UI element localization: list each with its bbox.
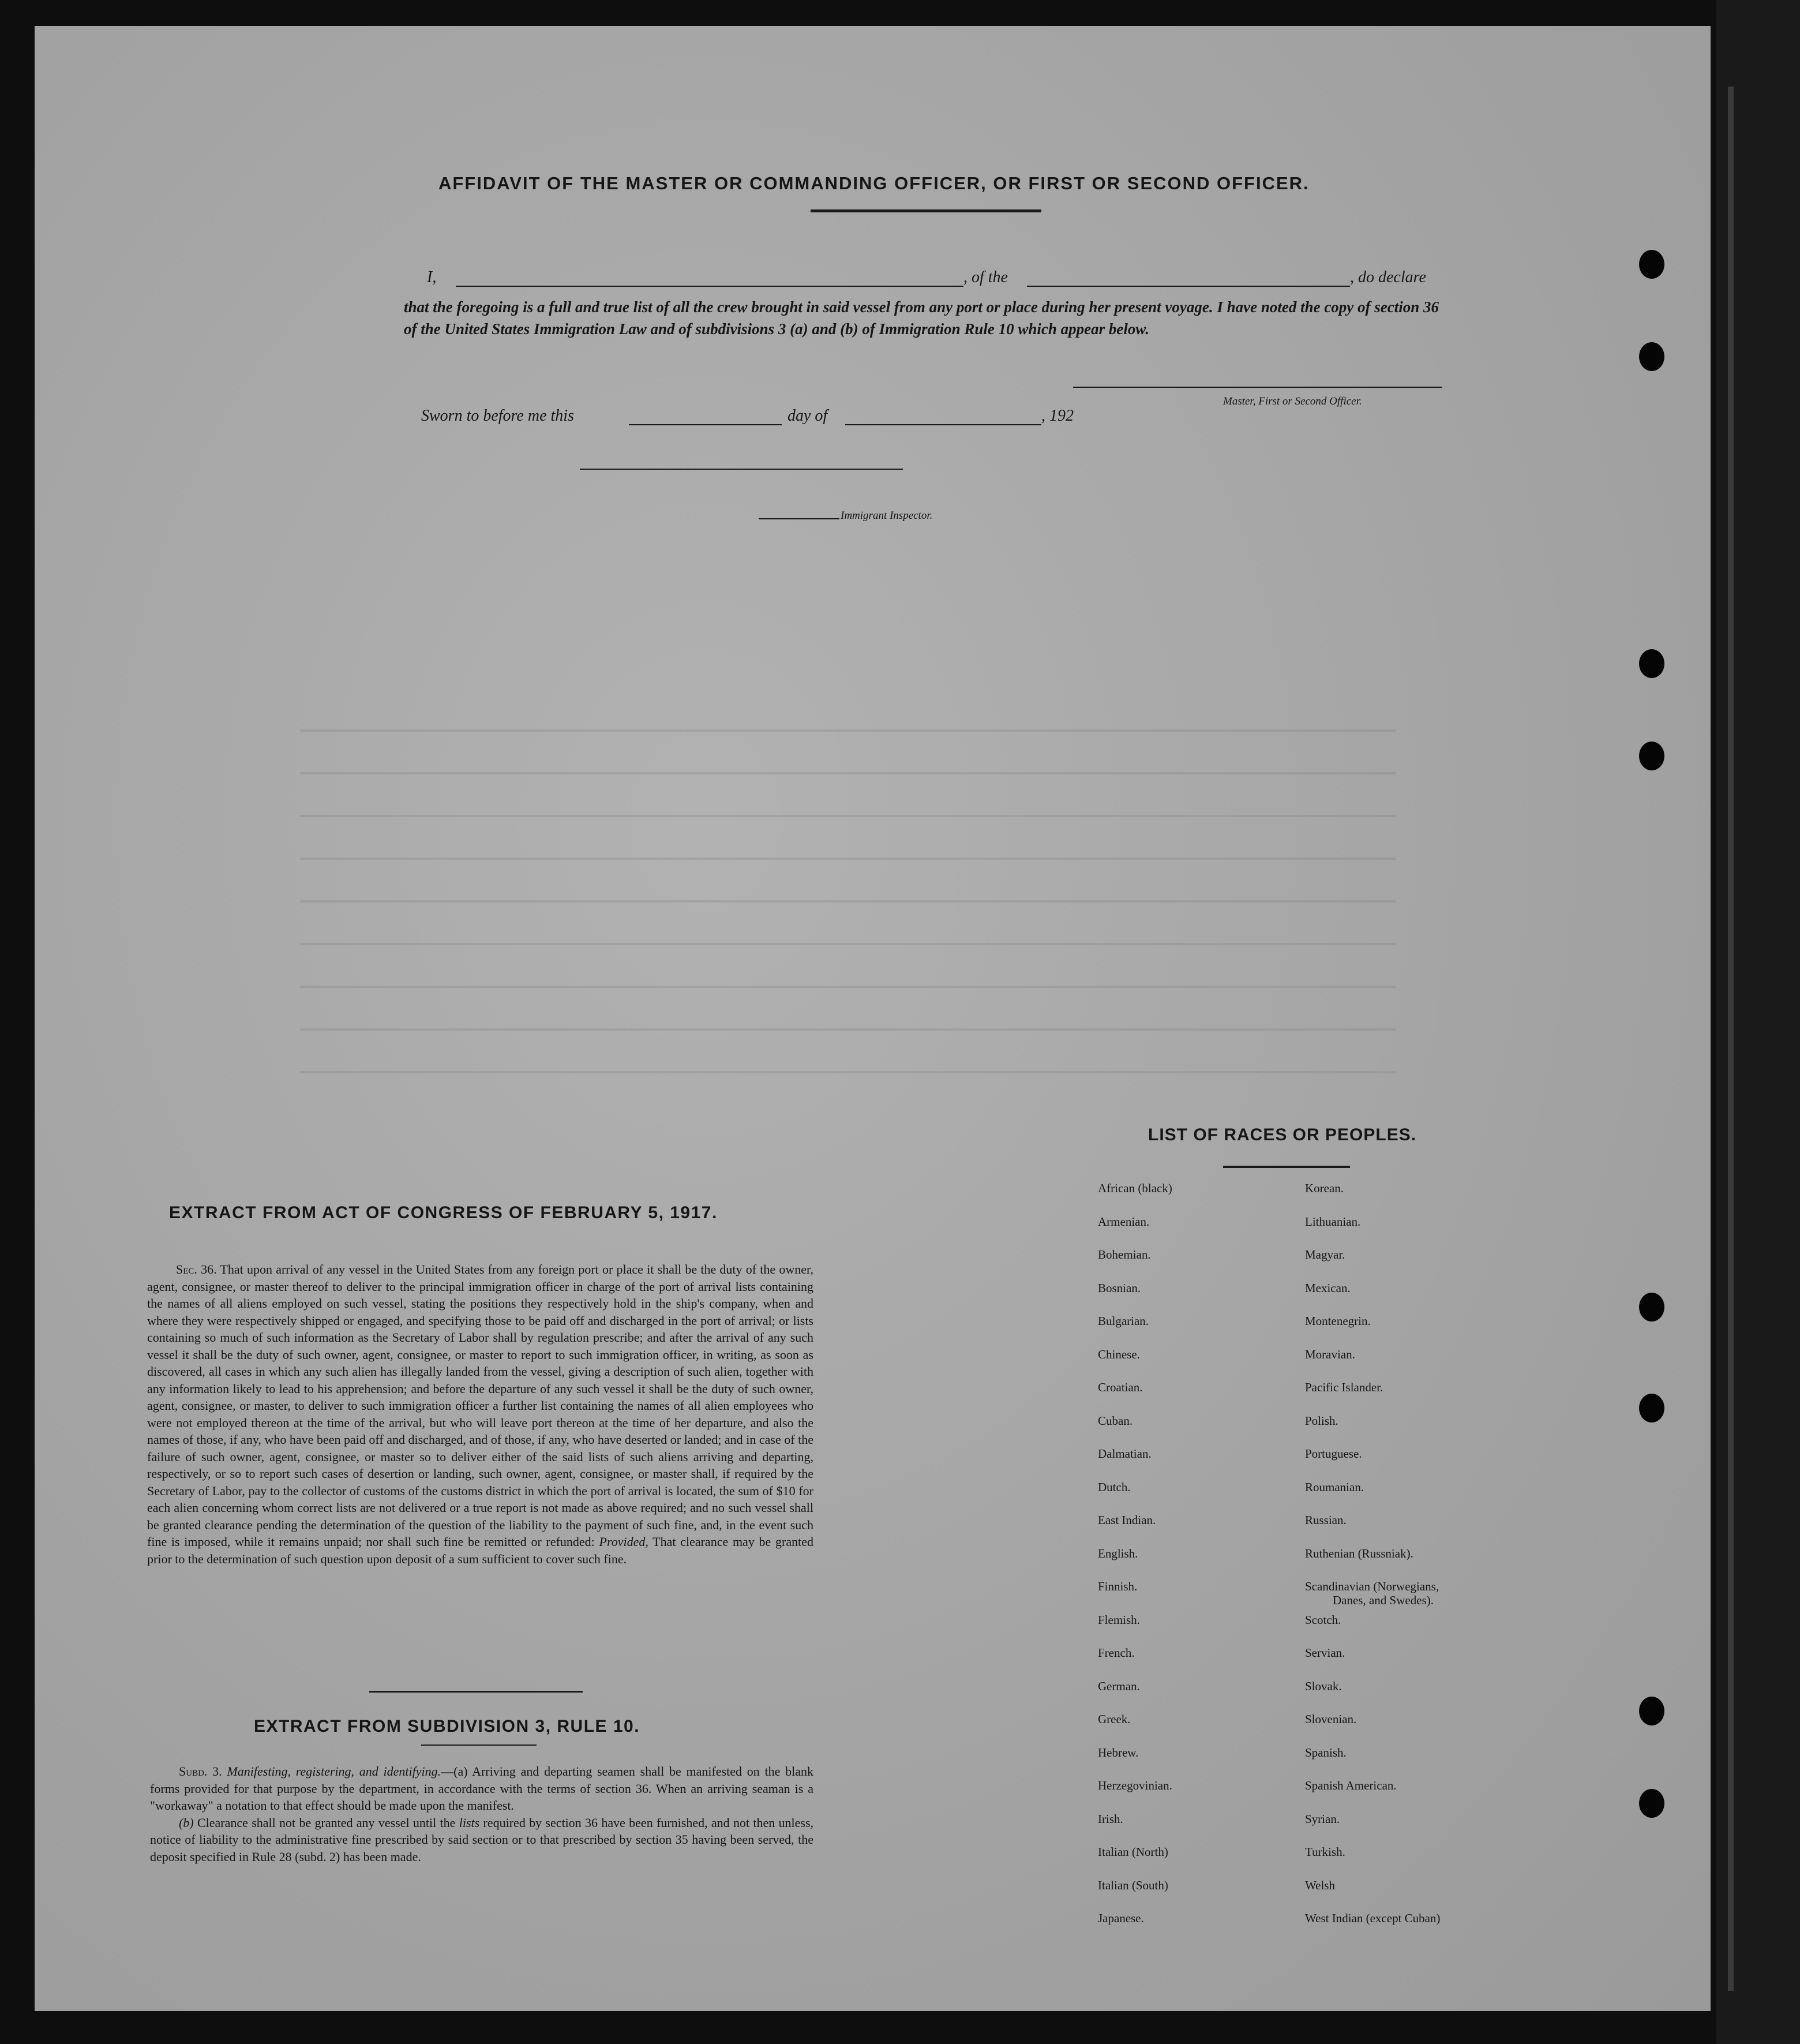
para-b-post: required by section 36 have been furnished, and not then unless, notice of liability to the administrative fine prescribed by said section or to that prescribed by section 35 having been served, the deposit specified in Rule 28 (subd. 2) has been made. <box>150 1815 814 1864</box>
race-label: Slovenian. <box>1305 1712 1357 1726</box>
binder-hole <box>1639 1293 1664 1322</box>
race-item <box>1305 1712 1440 1746</box>
section-36-text: That upon arrival of any vessel in the United States from any foreign port or place it shall be the duty of the owner, agent, consignee, or master thereof to deliver to the principal immigration officer in charge of the port of arrival lists containing the names of all aliens employed on such vessel, stating the positions they respectively hold in the ship's company, when and where they were respectively shipped or engaged, and specifying those to be paid off and discharged in the port of arrival; or lists containing so much of such information as the Secretary of Labor shall by regulation prescribe; and after the arrival of any such vessel it shall be the duty of such owner, agent, consignee, or master to report to such immigration officer, in writing, as soon as discovered, all cases in which any such alien has illegally landed from the vessel, giving a description of such alien, together with any information likely to lead to his apprehension; and before the departure of any such vessel it shall be the duty of such owner, agent, consignee, or master, to deliver to such immigration officer a further list containing the names of all alien employees who were not employed thereon at the time of the arrival, but who will leave port thereon at the time of her departure, and also the names of those, if any, who have been paid off and discharged, and of those, if any, who have deserted or landed; and in case of the failure of such owner, agent, consignee, or master so to deliver either of the said lists of such aliens arriving and departing, respectively, or so to report such cases of desertion or landing, such owner, agent, consignee, or master shall, if required by the Secretary of Labor, pay to the collector of customs of the customs district in which the port of arrival is located, the sum of $10 for each alien concerning whom correct lists are not delivered or a true report is not made as above required; and no such vessel shall be granted clearance pending the determination of the question of the liability to the payment of such fine, and, in the event such fine is imposed, while it remains unpaid; nor shall such fine be remitted or refunded: <box>147 1262 813 1549</box>
binder-hole <box>1639 649 1664 678</box>
inspector-signature-line[interactable] <box>580 469 903 470</box>
sworn-day-of: day of <box>787 407 828 425</box>
race-label: Spanish. <box>1305 1745 1347 1760</box>
race-item <box>1098 1812 1172 1845</box>
races-title-underline <box>1223 1166 1350 1168</box>
race-item <box>1098 1181 1172 1215</box>
race-item <box>1098 1547 1172 1580</box>
race-item <box>1305 1447 1440 1480</box>
race-label: Bulgarian. <box>1098 1314 1149 1328</box>
name-blank[interactable] <box>456 286 963 287</box>
race-item <box>1305 1480 1440 1514</box>
race-item <box>1098 1613 1172 1646</box>
race-label: Roumanian. <box>1305 1480 1364 1494</box>
race-item <box>1305 1613 1440 1646</box>
extract-rule-title: EXTRACT FROM SUBDIVISION 3, RULE 10. <box>254 1717 640 1736</box>
race-label: Finnish. <box>1098 1579 1138 1593</box>
master-label: Master, First or Second Officer. <box>1223 395 1362 407</box>
race-label: Scotch. <box>1305 1612 1341 1627</box>
race-item <box>1098 1579 1172 1613</box>
race-label: Lithuanian. <box>1305 1214 1361 1229</box>
sworn-label: Sworn to before me this <box>421 407 574 425</box>
race-label: Dalmatian. <box>1098 1447 1152 1461</box>
race-item <box>1305 1878 1440 1912</box>
para-b-label: (b) <box>179 1815 194 1830</box>
scanner-background-right <box>1716 0 1800 2044</box>
vessel-blank[interactable] <box>1027 286 1350 287</box>
race-item <box>1098 1878 1172 1912</box>
race-item <box>1098 1215 1172 1248</box>
binder-hole <box>1639 250 1664 279</box>
race-item <box>1098 1679 1172 1713</box>
manifest-page <box>35 26 1711 2011</box>
race-label: Flemish. <box>1098 1612 1140 1627</box>
subd-heading: Manifesting, registering, and identifying. <box>227 1764 441 1779</box>
race-item <box>1098 1248 1172 1281</box>
race-label: Greek. <box>1098 1712 1131 1726</box>
affidavit-line-i: I, <box>427 268 437 286</box>
race-item <box>1305 1248 1440 1281</box>
sworn-day-blank[interactable] <box>629 424 782 425</box>
race-label: East Indian. <box>1098 1513 1156 1527</box>
race-label: Armenian. <box>1098 1214 1150 1229</box>
race-item <box>1098 1414 1172 1447</box>
extract-rule-body <box>150 1763 813 1865</box>
race-item <box>1305 1380 1440 1414</box>
race-item <box>1098 1646 1172 1679</box>
extract-act-body <box>147 1261 813 1567</box>
affidavit-do-declare: , do declare <box>1350 268 1426 286</box>
race-item <box>1305 1746 1440 1779</box>
race-label: Cuban. <box>1098 1413 1133 1428</box>
race-item <box>1305 1679 1440 1713</box>
sworn-month-blank[interactable] <box>845 424 1041 425</box>
race-label: Bosnian. <box>1098 1281 1141 1295</box>
binder-hole <box>1639 1394 1664 1422</box>
race-label: Italian (South) <box>1098 1878 1168 1892</box>
race-label: Moravian. <box>1305 1347 1355 1361</box>
race-label: Turkish. <box>1305 1845 1345 1859</box>
affidavit-title: AFFIDAVIT OF THE MASTER OR COMMANDING OFFICER, OR FIRST OR SECOND OFFICER. <box>438 173 1310 193</box>
section-divider <box>369 1691 583 1693</box>
race-label: Korean. <box>1305 1181 1344 1195</box>
race-item <box>1305 1547 1440 1580</box>
binder-hole <box>1639 1697 1664 1725</box>
race-item <box>1305 1347 1440 1381</box>
race-item <box>1098 1845 1172 1878</box>
race-label: Welsh <box>1305 1878 1335 1892</box>
race-item <box>1098 1513 1172 1547</box>
race-label: Herzegovinian. <box>1098 1779 1172 1792</box>
races-title: LIST OF RACES OR PEOPLES. <box>1148 1125 1417 1144</box>
race-item <box>1098 1480 1172 1514</box>
race-label: English. <box>1098 1546 1138 1560</box>
section-label: Sec. 36. <box>176 1262 217 1276</box>
provided-label: Provided, <box>599 1534 648 1549</box>
race-item <box>1098 1779 1172 1812</box>
race-item <box>1305 1812 1440 1845</box>
race-item <box>1098 1314 1172 1347</box>
race-label: Mexican. <box>1305 1281 1351 1295</box>
race-label: Spanish American. <box>1305 1779 1397 1792</box>
race-label: African (black) <box>1098 1181 1172 1195</box>
race-label: Italian (North) <box>1098 1845 1168 1859</box>
race-item <box>1098 1347 1172 1381</box>
affidavit-of-the: , of the <box>963 268 1008 286</box>
race-item <box>1305 1779 1440 1812</box>
title-underline <box>811 209 1041 212</box>
race-label: Irish. <box>1098 1811 1123 1826</box>
bleed-through-marks <box>300 710 1396 1114</box>
race-label-continued: Danes, and Swedes). <box>1333 1593 1434 1607</box>
race-label: Servian. <box>1305 1646 1345 1660</box>
binder-hole <box>1639 342 1664 371</box>
race-label: Portuguese. <box>1305 1447 1362 1461</box>
race-label: Montenegrin. <box>1305 1314 1371 1328</box>
binder-hole <box>1639 1789 1664 1818</box>
race-item <box>1305 1911 1440 1945</box>
inspector-short-line <box>759 518 839 519</box>
race-item <box>1098 1380 1172 1414</box>
race-label: Croatian. <box>1098 1380 1143 1394</box>
subd-label: Subd. 3. <box>179 1764 222 1779</box>
race-item <box>1305 1513 1440 1547</box>
subd-para-a: —(a) Arriving and departing seamen shall be manifested on the blank forms provided for that purpose by the department, in accordance with the terms of section 36. When an arriving seaman is a "workaway" a notation to that effect should be made upon the manifest. <box>150 1764 814 1813</box>
race-label: Bohemian. <box>1098 1248 1151 1261</box>
race-item <box>1305 1579 1440 1613</box>
stacked-page-edges <box>1728 87 1734 1991</box>
race-label: Syrian. <box>1305 1811 1340 1826</box>
affidavit-declaration: that the foregoing is a full and true list of all the crew brought in said vessel from any port or place during her present voyage. I have noted the copy of section 36 of the United States Immigration Law and of subdivisions 3 (a) and (b) of Immigration Rule 10 which appear below. <box>404 298 1439 338</box>
race-label: Russian. <box>1305 1513 1347 1527</box>
race-item <box>1305 1845 1440 1878</box>
race-label: Slovak. <box>1305 1679 1342 1693</box>
race-item <box>1305 1215 1440 1248</box>
race-label: Hebrew. <box>1098 1745 1139 1760</box>
race-label: Dutch. <box>1098 1480 1131 1494</box>
para-b-pre: Clearance shall not be granted any vessel until the <box>197 1815 456 1830</box>
race-item <box>1305 1314 1440 1347</box>
race-label: Pacific Islander. <box>1305 1380 1383 1394</box>
binder-hole <box>1639 742 1664 770</box>
races-column-1 <box>1098 1181 1172 1945</box>
race-label: West Indian (except Cuban) <box>1305 1911 1441 1925</box>
rule-title-underline <box>421 1744 537 1746</box>
master-signature-line[interactable] <box>1073 387 1442 388</box>
race-item <box>1098 1746 1172 1779</box>
race-label: Chinese. <box>1098 1347 1140 1361</box>
race-label: Japanese. <box>1098 1911 1144 1925</box>
section-36-tail: That clearance may be granted prior to the determination of such question upon deposit of a sum sufficient to cover such fine. <box>147 1534 813 1566</box>
race-label: Polish. <box>1305 1413 1338 1428</box>
sworn-year: , 192 <box>1041 407 1074 425</box>
inspector-label: Immigrant Inspector. <box>841 510 933 522</box>
race-item <box>1305 1414 1440 1447</box>
race-item <box>1098 1281 1172 1315</box>
race-item <box>1098 1911 1172 1945</box>
races-column-2 <box>1305 1181 1440 1945</box>
extract-act-title: EXTRACT FROM ACT OF CONGRESS OF FEBRUARY 5, 1917. <box>169 1203 718 1222</box>
race-item <box>1098 1712 1172 1746</box>
race-label: French. <box>1098 1646 1135 1660</box>
race-item <box>1305 1181 1440 1215</box>
race-item <box>1305 1281 1440 1315</box>
race-item <box>1305 1646 1440 1679</box>
race-label: Magyar. <box>1305 1248 1345 1261</box>
race-label: German. <box>1098 1679 1140 1693</box>
race-label: Ruthenian (Russniak). <box>1305 1546 1413 1560</box>
para-b-italic: lists <box>459 1815 480 1830</box>
race-label: Scandinavian (Norwegians, <box>1305 1579 1439 1593</box>
race-item <box>1098 1447 1172 1480</box>
